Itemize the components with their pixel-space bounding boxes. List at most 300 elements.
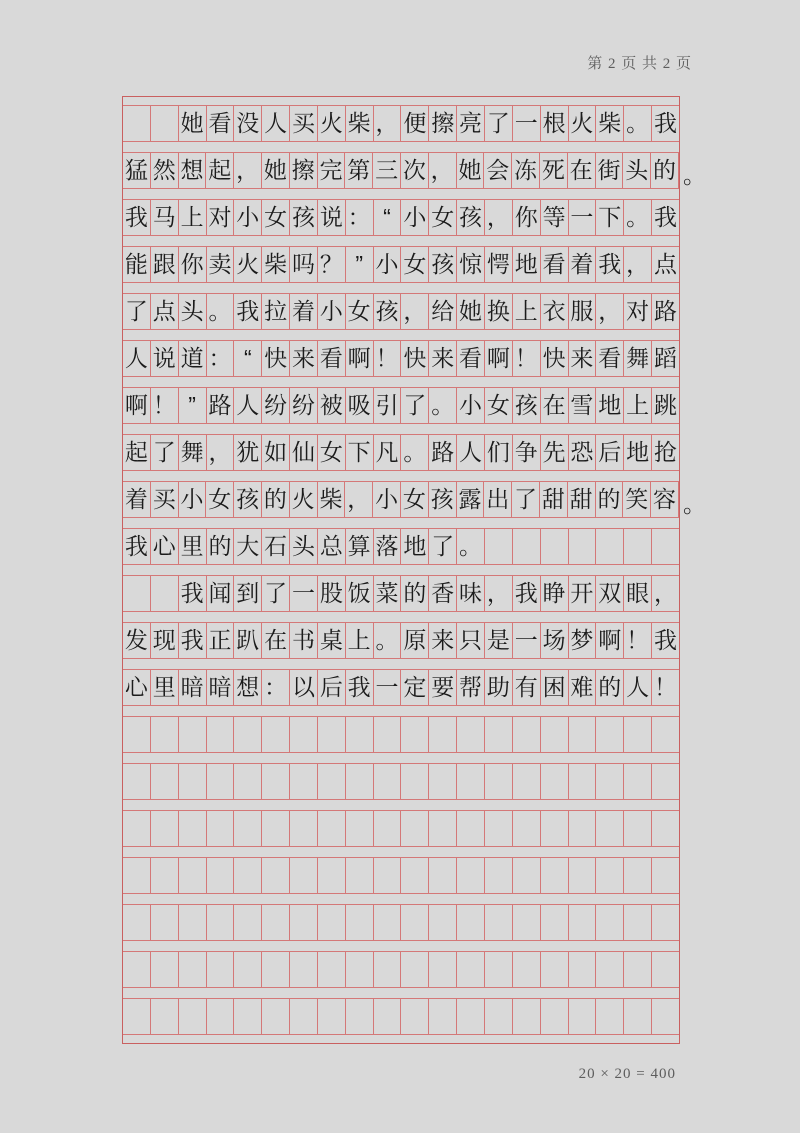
grid-cell: 我: [179, 576, 207, 611]
grid-cell: 人: [262, 106, 290, 141]
grid-cell: 算: [346, 529, 374, 564]
grid-cell: ？: [318, 247, 346, 282]
grid-cell: [346, 717, 374, 752]
grid-cell: 女: [401, 247, 429, 282]
grid-cell: [234, 764, 262, 799]
grid-cell: ，: [374, 106, 402, 141]
grid-cell: 书: [290, 623, 318, 658]
grid-cell: 困: [541, 670, 569, 705]
grid-cell: 来: [429, 341, 457, 376]
grid-cell: 了: [262, 576, 290, 611]
grid-cell: 看: [541, 247, 569, 282]
grid-cell: 一: [513, 106, 541, 141]
grid-cell: [179, 905, 207, 940]
grid-cell: 路: [653, 298, 677, 324]
grid-cell: 容: [651, 482, 679, 517]
grid-cell: 双: [596, 576, 624, 611]
grid-cell: 地: [624, 435, 652, 470]
grid-cell: [513, 811, 541, 846]
grid-cell: [123, 811, 151, 846]
grid-cell: 先: [541, 435, 569, 470]
grid-cell: [374, 905, 402, 940]
grid-cell: 小: [373, 482, 401, 517]
grid-cell: 。: [457, 529, 485, 564]
grid-cell: 我: [234, 294, 262, 329]
grid-cell: 小: [234, 200, 262, 235]
grid-cell: [596, 952, 624, 987]
grid-cell: [569, 905, 597, 940]
grid-row: [123, 575, 679, 612]
grid-cell: 我: [513, 576, 541, 611]
grid-cell: 擦: [429, 106, 457, 141]
grid-cell: 争: [513, 435, 541, 470]
grid-cell: 仙: [290, 435, 318, 470]
grid-cell: [123, 905, 151, 940]
grid-cell: [234, 999, 262, 1034]
grid-cell: 女: [318, 435, 346, 470]
grid-cell: [401, 717, 429, 752]
grid-cell: 一: [513, 623, 541, 658]
grid-cell: 一: [569, 200, 597, 235]
grid-cell: 根: [541, 106, 569, 141]
grid-cell: 小: [457, 388, 485, 423]
grid-cell: [318, 717, 346, 752]
grid-cell: 来: [429, 623, 457, 658]
grid-cell: 要: [429, 670, 457, 705]
grid-cell: [596, 811, 624, 846]
grid-cell: 帮: [457, 670, 485, 705]
grid-cell: ！: [151, 388, 179, 423]
grid-cell: [207, 858, 235, 893]
grid-cell: [457, 811, 485, 846]
grid-cell: 想: [179, 153, 207, 188]
grid-cell: [318, 811, 346, 846]
grid-cell: 孩: [374, 294, 402, 329]
grid-cell: ：: [262, 670, 290, 705]
grid-row: [123, 105, 679, 142]
grid-cell: ，: [207, 435, 235, 470]
grid-cell: 定: [401, 670, 429, 705]
grid-cell: 人: [234, 388, 262, 423]
grid-cell: 火: [234, 247, 262, 282]
grid-cell: 后: [318, 670, 346, 705]
grid-cell: 暗: [179, 670, 207, 705]
grid-cell: [374, 717, 402, 752]
hanging-punctuation: 。: [683, 490, 706, 517]
grid-cell: [318, 905, 346, 940]
grid-cell: [374, 764, 402, 799]
grid-cell: 有: [513, 670, 541, 705]
grid-cell: [179, 952, 207, 987]
grid-cell: 现: [151, 623, 179, 658]
grid-cell: 啊: [485, 341, 513, 376]
grid-cell: [652, 529, 679, 564]
grid-cell: 跳: [653, 392, 677, 418]
grid-cell: 女: [206, 482, 234, 517]
grid-cell: 以: [290, 670, 318, 705]
grid-cell: 。: [624, 106, 652, 141]
grid-row: [123, 810, 679, 847]
grid-cell: [290, 905, 318, 940]
grid-cell: ！: [624, 623, 652, 658]
grid-cell: [569, 717, 597, 752]
grid-row: [123, 951, 679, 988]
grid-cell: 。: [429, 388, 457, 423]
grid-cell: 下: [596, 200, 624, 235]
grid-cell: 了: [429, 529, 457, 564]
grid-cell: 说: [151, 341, 179, 376]
grid-cell: “: [234, 341, 262, 376]
grid-cell: [652, 764, 679, 799]
grid-cell: [123, 764, 151, 799]
grid-cell: [234, 811, 262, 846]
grid-cell: [596, 717, 624, 752]
grid-cell: 能: [123, 247, 151, 282]
grid-cell: 笑: [623, 482, 651, 517]
grid-cell: 说: [318, 200, 346, 235]
grid-cell: 里: [151, 670, 179, 705]
grid-cell: 着: [123, 482, 151, 517]
grid-cell: 地: [596, 388, 624, 423]
grid-cell: 换: [485, 294, 513, 329]
grid-cell: 纷: [290, 388, 318, 423]
grid-cell: ：: [346, 200, 374, 235]
grid-cell: [541, 858, 569, 893]
grid-cell: 对: [624, 294, 652, 329]
grid-cell: 心: [123, 670, 151, 705]
grid-cell: [513, 905, 541, 940]
grid-cell: 她: [262, 153, 290, 188]
grid-cell: [457, 999, 485, 1034]
grid-cell: 吗: [290, 247, 318, 282]
grid-cell: [346, 811, 374, 846]
grid-cell: [151, 717, 179, 752]
grid-cell: 菜: [374, 576, 402, 611]
grid-cell: 如: [262, 435, 290, 470]
grid-cell: [541, 952, 569, 987]
grid-cell: 落: [374, 529, 402, 564]
grid-cell: 们: [485, 435, 513, 470]
grid-cell: 了: [512, 482, 540, 517]
grid-cell: 总: [318, 529, 346, 564]
grid-cell: [207, 952, 235, 987]
grid-cell: [290, 952, 318, 987]
grid-cell: 犹: [234, 435, 262, 470]
grid-cell: [401, 858, 429, 893]
grid-cell: 啊: [346, 341, 374, 376]
grid-cell: [429, 764, 457, 799]
grid-cell: 柴: [262, 247, 290, 282]
grid-cell: [457, 858, 485, 893]
grid-cell: 上: [179, 200, 207, 235]
grid-cell: 梦: [569, 623, 597, 658]
grid-cell: [262, 905, 290, 940]
grid-cell: 一: [374, 670, 402, 705]
grid-cell: 股: [318, 576, 346, 611]
grid-cell: [262, 999, 290, 1034]
grid-cell: [346, 999, 374, 1034]
grid-cell: [346, 764, 374, 799]
grid-cell: 纷: [262, 388, 290, 423]
grid-cell: 里: [179, 529, 207, 564]
grid-cell: [207, 764, 235, 799]
grid-cell: 发: [123, 623, 151, 658]
grid-cell: 桌: [318, 623, 346, 658]
grid-cell: 她: [457, 294, 485, 329]
grid-cell: [262, 764, 290, 799]
grid-cell: 了: [401, 388, 429, 423]
grid-cell: [513, 529, 541, 564]
grid-cell: [262, 811, 290, 846]
grid-cell: [151, 905, 179, 940]
grid-cell: 等: [541, 200, 569, 235]
grid-cell: 看: [318, 341, 346, 376]
grid-cell: [123, 106, 151, 141]
grid-cell: [457, 905, 485, 940]
grid-cell: 一: [290, 576, 318, 611]
grid-cell: 了: [151, 435, 179, 470]
grid-cell: [123, 717, 151, 752]
grid-cell: [179, 764, 207, 799]
grid-cell: ，: [485, 200, 513, 235]
grid-row: [123, 528, 679, 565]
grid-cell: 点: [653, 251, 677, 277]
grid-cell: 开: [569, 576, 597, 611]
grid-cell: [624, 905, 652, 940]
grid-cell: [457, 717, 485, 752]
grid-cell: 马: [151, 200, 179, 235]
grid-cell: ，: [429, 153, 457, 188]
grid-cell: 火: [290, 482, 318, 517]
grid-cell: [652, 717, 679, 752]
grid-cell: [318, 764, 346, 799]
grid-cell: [151, 764, 179, 799]
grid-cell: 孩: [234, 482, 262, 517]
grid-cell: 趴: [234, 623, 262, 658]
grid-cell: 助: [485, 670, 513, 705]
grid-cell: 香: [429, 576, 457, 611]
grid-cell: 上: [513, 294, 541, 329]
grid-cell: [624, 717, 652, 752]
grid-cell: 你: [179, 247, 207, 282]
grid-cell: [596, 999, 624, 1034]
grid-cell: [290, 858, 318, 893]
grid-cell: [513, 858, 541, 893]
grid-cell: [234, 905, 262, 940]
grid-cell: 女: [401, 482, 429, 517]
grid-cell: 甜: [540, 482, 568, 517]
grid-cell: [401, 999, 429, 1034]
grid-cell: 的: [596, 670, 624, 705]
grid-row: [123, 481, 706, 518]
cell-count-label: 20 × 20 = 400: [578, 1066, 676, 1082]
grid-row: [123, 293, 679, 330]
grid-cell: [596, 529, 624, 564]
grid-cell: [290, 999, 318, 1034]
grid-cell: 引: [374, 388, 402, 423]
grid-cell: 看: [207, 106, 235, 141]
grid-cell: 在: [541, 388, 569, 423]
grid-cell: 在: [262, 623, 290, 658]
grid-cell: [485, 764, 513, 799]
grid-cell: [207, 811, 235, 846]
grid-cell: 孩: [429, 482, 457, 517]
grid-cell: 下: [346, 435, 374, 470]
grid-cell: [151, 999, 179, 1034]
grid-cell: 难: [569, 670, 597, 705]
grid-cell: 凡: [374, 435, 402, 470]
grid-cell: 愕: [485, 247, 513, 282]
grid-cell: [541, 529, 569, 564]
grid-cell: 擦: [290, 153, 318, 188]
grid-cell: ！: [653, 674, 677, 700]
grid-cell: 我: [653, 627, 677, 653]
grid-cell: 味: [457, 576, 485, 611]
grid-cell: 看: [457, 341, 485, 376]
grid-cell: 卖: [207, 247, 235, 282]
grid-cell: [151, 952, 179, 987]
grid-cell: 着: [569, 247, 597, 282]
grid-cell: ，: [234, 153, 262, 188]
grid-cell: 头: [179, 294, 207, 329]
grid-cell: 上: [624, 388, 652, 423]
grid-cell: 人: [457, 435, 485, 470]
grid-cell: 啊: [123, 388, 151, 423]
grid-cell: 抢: [653, 439, 677, 465]
grid-cell: 会: [484, 153, 512, 188]
grid-cell: [429, 952, 457, 987]
grid-cell: [457, 952, 485, 987]
grid-cell: 出: [484, 482, 512, 517]
grid-cell: 地: [401, 529, 429, 564]
grid-cell: [151, 576, 179, 611]
grid-cell: [485, 952, 513, 987]
grid-cell: 场: [541, 623, 569, 658]
grid-cell: ，: [485, 576, 513, 611]
grid-cell: [652, 999, 679, 1034]
grid-cell: 甜: [568, 482, 596, 517]
grid-cell: 起: [206, 153, 234, 188]
grid-row: [123, 904, 679, 941]
grid-cell: [374, 811, 402, 846]
grid-cell: 柴: [596, 106, 624, 141]
grid-cell: [541, 811, 569, 846]
grid-cell: 小: [401, 200, 429, 235]
grid-cell: [513, 717, 541, 752]
grid-cell: [513, 764, 541, 799]
grid-cell: 我: [346, 670, 374, 705]
grid-cell: 孩: [290, 200, 318, 235]
grid-cell: [374, 952, 402, 987]
grid-cell: 人: [624, 670, 652, 705]
grid-cell: 买: [290, 106, 318, 141]
grid-cell: [123, 999, 151, 1034]
grid-cell: [429, 811, 457, 846]
grid-cell: [569, 529, 597, 564]
grid-cell: [429, 999, 457, 1034]
grid-cell: 衣: [541, 294, 569, 329]
grid-cell: [624, 529, 652, 564]
grid-cell: [485, 858, 513, 893]
grid-cell: 小: [318, 294, 346, 329]
grid-cell: [513, 999, 541, 1034]
grid-row: [123, 622, 679, 659]
grid-cell: 的: [207, 529, 235, 564]
grid-cell: [485, 529, 513, 564]
grid-cell: [374, 858, 402, 893]
grid-cell: [513, 952, 541, 987]
grid-cell: [401, 811, 429, 846]
grid-cell: [541, 905, 569, 940]
grid-cell: [485, 717, 513, 752]
grid-cell: 服: [569, 294, 597, 329]
grid-cell: [541, 999, 569, 1034]
grid-cell: ”: [179, 388, 207, 423]
grid-cell: 到: [234, 576, 262, 611]
grid-cell: 火: [318, 106, 346, 141]
grid-cell: [485, 999, 513, 1034]
grid-cell: [401, 764, 429, 799]
grid-cell: 原: [401, 623, 429, 658]
grid-cell: [429, 717, 457, 752]
grid-row: [123, 763, 679, 800]
grid-cell: 蹈: [653, 345, 677, 371]
grid-cell: 快: [401, 341, 429, 376]
grid-cell: 买: [151, 482, 179, 517]
grid-cell: “: [374, 200, 402, 235]
grid-cell: 小: [374, 247, 402, 282]
grid-cell: 跟: [151, 247, 179, 282]
grid-cell: 拉: [262, 294, 290, 329]
grid-cell: 头: [290, 529, 318, 564]
grid-cell: 快: [262, 341, 290, 376]
grid-cell: 大: [234, 529, 262, 564]
hanging-punctuation: 。: [683, 161, 706, 188]
grid-cell: 人: [123, 341, 151, 376]
grid-cell: [569, 858, 597, 893]
grid-row: [123, 387, 679, 424]
grid-cell: [457, 764, 485, 799]
grid-row: [123, 434, 679, 471]
grid-cell: 正: [207, 623, 235, 658]
grid-cell: 给: [429, 294, 457, 329]
grid-cell: 道: [179, 341, 207, 376]
grid-cell: 她: [457, 153, 485, 188]
grid-cell: [179, 717, 207, 752]
grid-cell: [318, 952, 346, 987]
grid-cell: 路: [429, 435, 457, 470]
grid-cell: 我: [179, 623, 207, 658]
grid-cell: [569, 952, 597, 987]
grid-cell: [485, 905, 513, 940]
grid-row: [123, 716, 679, 753]
grid-cell: 只: [457, 623, 485, 658]
grid-cell: 点: [151, 294, 179, 329]
grid-cell: 心: [151, 529, 179, 564]
grid-cell: 死: [540, 153, 568, 188]
grid-cell: 吸: [346, 388, 374, 423]
grid-cell: 。: [374, 623, 402, 658]
grid-cell: 三: [373, 153, 401, 188]
grid-cell: ！: [374, 341, 402, 376]
grid-cell: [374, 999, 402, 1034]
grid-cell: [290, 811, 318, 846]
grid-row: [123, 998, 679, 1035]
grid-cell: 次: [401, 153, 429, 188]
grid-cell: [652, 858, 679, 893]
grid-cell: 我: [596, 247, 624, 282]
grid-cell: [624, 999, 652, 1034]
